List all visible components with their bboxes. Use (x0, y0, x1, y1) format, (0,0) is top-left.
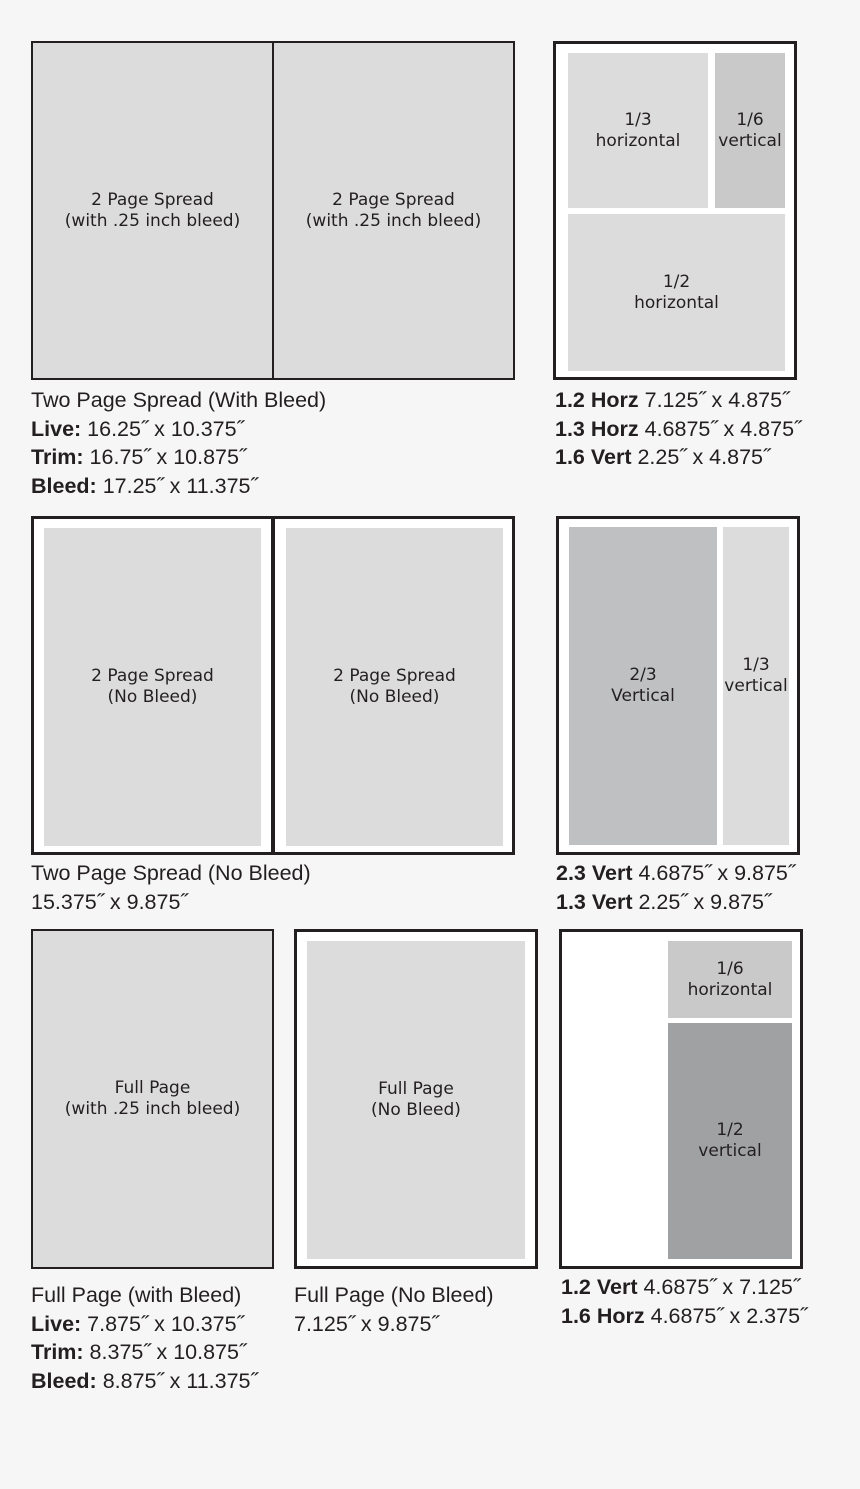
spread-nobleed-left-page (31, 516, 274, 855)
third-vertical-label: 1/3 vertical (724, 655, 788, 696)
full-page-nobleed (294, 929, 538, 1269)
fractions-3-caption (561, 1273, 807, 1330)
full-bleed-caption (31, 1281, 258, 1395)
sixth-vertical-label: 1/6 vertical (718, 109, 782, 151)
spec-1-6-horz: 1.6 Horz 4.6875˝ x 2.375˝ (561, 1303, 808, 1328)
fractions-2-caption (556, 859, 795, 916)
spread-nobleed-left-label: 2 Page Spread (No Bleed) (91, 666, 214, 707)
fractions-page-2 (556, 516, 800, 855)
spread-nobleed-caption (31, 859, 311, 916)
spread-nobleed-right-page (272, 516, 515, 855)
half-vertical-label: 1/2 vertical (698, 1120, 762, 1161)
spec-2-3-vert: 2.3 Vert 4.6875˝ x 9.875˝ (556, 861, 796, 885)
spread-bleed-left-label: 2 Page Spread (with .25 inch bleed) (64, 189, 241, 231)
full-page-nobleed-label: Full Page (No Bleed) (371, 1079, 461, 1120)
caption-title: Two Page Spread (With Bleed) (31, 388, 327, 412)
spec-live: Live: 16.25˝ x 10.375˝ (31, 416, 244, 441)
sixth-horizontal-ad (668, 941, 792, 1018)
spec-1-3-horz: 1.3 Horz 4.6875˝ x 4.875˝ (555, 416, 802, 441)
fractions-page-1 (553, 41, 797, 380)
half-horizontal-label: 1/2 horizontal (634, 271, 719, 313)
fractions-page-3 (559, 929, 803, 1269)
spread-bleed-caption (31, 386, 326, 500)
full-nobleed-caption (294, 1281, 494, 1338)
full-page-bleed (31, 929, 274, 1269)
half-horizontal-ad (568, 214, 785, 371)
full-page-nobleed-live (307, 941, 525, 1259)
third-vertical-ad (723, 527, 789, 845)
full-page-bleed-label: Full Page (with .25 inch bleed) (64, 1078, 241, 1119)
spec-live: Live: 7.875˝ x 10.375˝ (31, 1311, 244, 1336)
half-vertical-ad (668, 1023, 792, 1259)
sixth-horizontal-label: 1/6 horizontal (687, 958, 773, 1000)
caption-title: Two Page Spread (No Bleed) (31, 861, 311, 885)
spec-1-3-vert: 1.3 Vert 2.25˝ x 9.875˝ (556, 889, 772, 914)
sixth-vertical-ad (715, 53, 785, 208)
spread-bleed-left-page (31, 41, 274, 380)
spread-nobleed-left-live (44, 528, 261, 846)
spread-bleed-right-label: 2 Page Spread (with .25 inch bleed) (305, 189, 482, 231)
spread-nobleed-right-label: 2 Page Spread (No Bleed) (333, 666, 456, 707)
third-horizontal-ad (568, 53, 708, 208)
spread-nobleed-right-live (286, 528, 503, 846)
spec-bleed: Bleed: 8.875˝ x 11.375˝ (31, 1368, 258, 1393)
spread-bleed-right-page (272, 41, 515, 380)
spec-bleed: Bleed: 17.25˝ x 11.375˝ (31, 473, 258, 498)
caption-title: Full Page (with Bleed) (31, 1283, 242, 1307)
third-horizontal-label: 1/3 horizontal (595, 109, 681, 151)
spec-trim: Trim: 8.375˝ x 10.875˝ (31, 1340, 247, 1364)
spec-1-2-vert: 1.2 Vert 4.6875˝ x 7.125˝ (561, 1275, 801, 1299)
spec-1-6-vert: 1.6 Vert 2.25˝ x 4.875˝ (555, 445, 771, 469)
caption-size: 15.375˝ x 9.875˝ (31, 889, 188, 914)
two-third-vertical-label: 2/3 Vertical (611, 665, 675, 706)
two-third-vertical-ad (569, 527, 717, 845)
caption-title: Full Page (No Bleed) (294, 1283, 494, 1307)
spec-trim: Trim: 16.75˝ x 10.875˝ (31, 445, 247, 469)
fractions-1-caption (555, 386, 801, 472)
spec-1-2-horz: 1.2 Horz 7.125˝ x 4.875˝ (555, 388, 790, 412)
caption-size: 7.125˝ x 9.875˝ (294, 1311, 439, 1336)
